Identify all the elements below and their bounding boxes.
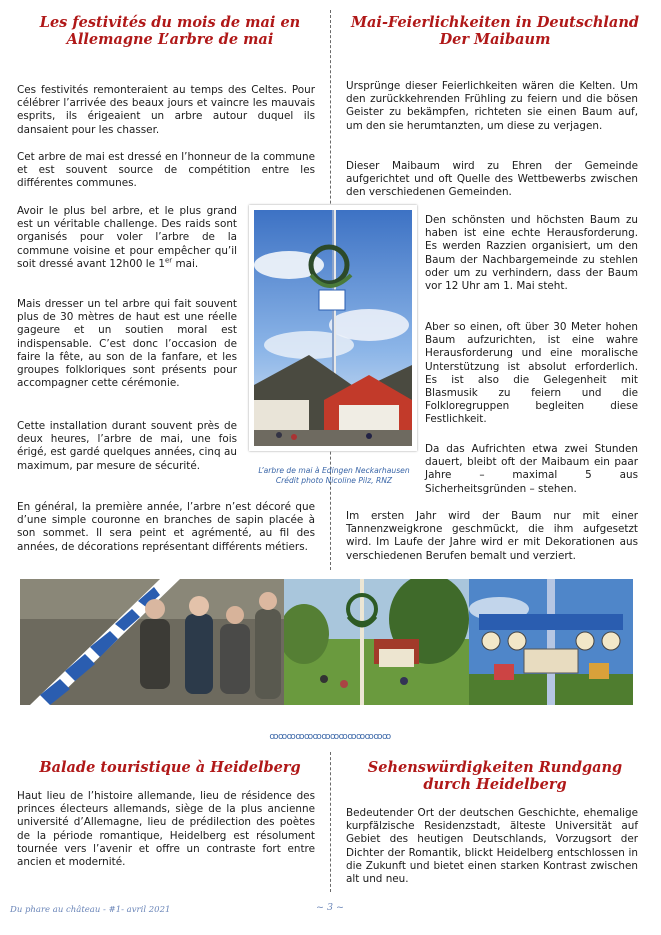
right-paragraph-2: Dieser Maibaum wird zu Ehren der Gemeinde aufgerichtet und oft Quelle des Wettbewerbs zwischen den verschiedenen Gemeinden. (346, 160, 638, 199)
right-paragraph-1: Ursprünge dieser Feierlichkeiten wären die Kelten. Um den zurückkehrenden Frühling zu feiern und die bösen Geister zu bekämpfen, richteten sie einen Baum auf, um den sie herumtanzten, um diese zu verjagen. (346, 80, 638, 132)
left-paragraph-2: Cet arbre de mai est dressé en l’honneur de la commune et est souvent source de compétition entre les différentes communes. (17, 151, 315, 190)
right-paragraph-3: Den schönsten und höchsten Baum zu haben ist eine echte Herausforderung. Es werden Razzien organisiert, um den Baum der Nachbargemeinde zu stehlen oder um zu verhindern, dass der Baum vor 12 Uhr am 1. Mai steht. (425, 214, 638, 293)
right-article-title: Mai-Feierlichkeiten in Deutschland Der Maibaum (350, 14, 639, 48)
column-divider-bottom (330, 752, 331, 892)
page-number: ~ 3 ~ (315, 902, 344, 913)
photo-caption-line-2: Crédit photo Nicoline Pilz, RNZ (275, 476, 393, 485)
heidelberg-fr-text: Haut lieu de l’histoire allemande, lieu de résidence des princes électeurs allemands, siège de la plus ancienne université d’Allemagne, lieu de prédilection des poètes de la période romantique, Heidelberg est résolument tournée vers l’avenir et offre un contraste fort entre ancien et modernité. (17, 790, 315, 869)
heidelberg-de-text: Bedeutender Ort der deutschen Geschichte, ehemalige kurpfälzische Residenzstadt, älteste Universität auf Gebiet des heutigen Deutschlands, Vorzugsort der Dichter der Romantik, blickt Heidelberg entschlossen in die Zukunft und bietet einen starken Kontrast zwischen alt und neu. (346, 807, 638, 886)
right-paragraph-5: Da das Aufrichten etwa zwei Stunden dauert, bleibt oft der Maibaum ein paar Jahre – maximal 5 aus Sicherheitsgründen – stehen. (425, 443, 638, 495)
photo-decorated-maypole (469, 579, 633, 705)
photo-village-maypole (284, 579, 469, 705)
left-article-title: Les festivités du mois de mai en Allemagne L’arbre de mai (39, 14, 301, 48)
maypole-photo-frame (249, 205, 417, 451)
left-paragraph-6: En général, la première année, l’arbre n’est décoré que d’une simple couronne en branches de sapin placée à son sommet. Il sera peint et agrémenté, au fil des années, de décorations représentant différents métiers. (17, 501, 315, 553)
right-paragraph-4: Aber so einen, oft über 30 Meter hohen Baum aufzurichten, ist eine wahre Herausforderung und eine moralische Unterstützung ist absolut erforderlich. Es ist also die Gelegenheit mit Blasmusik zu feiern und die Folkloregruppen begleiten diese Festlichkeit. (425, 321, 638, 426)
right-paragraph-6: Im ersten Jahr wird der Baum nur mit einer Tannenzweigkrone geschmückt, die ihm aufgesetzt wird. Im Laufe der Jahre wird er mit Dekorationen aus verschiedenen Berufen bemalt und verziert. (346, 510, 638, 562)
left-paragraph-5: Cette installation durant souvent près de deux heures, l’arbre de mai, une fois érigé, est gardé quelques années, cinq au maximum, par mesure de sécurité. (17, 420, 237, 472)
left-paragraph-3: Avoir le plus bel arbre, et le plus grand est un véritable challenge. Des raids sont organisés pour voler l’arbre de la commune voisine et pour empêcher qu’il soit dressé avant 12h00 le 1er mai. (17, 205, 237, 270)
heidelberg-de-title: Sehenswürdigkeiten Rundgang durch Heidelberg (367, 759, 623, 793)
photo-caption (240, 466, 428, 486)
photo-caption-line-1: L’arbre de mai à Edingen Neckarhausen (258, 466, 410, 475)
left-paragraph-4: Mais dresser un tel arbre qui fait souvent plus de 30 mètres de haut est une réelle gageure et un soutien moral est indispensable. C’est donc l’occasion de faire la fête, au son de la fanfare, et les groupes folkloriques sont présents pour accompagner cette cérémonie. (17, 298, 237, 390)
heidelberg-fr-title: Balade touristique à Heidelberg (39, 759, 301, 776)
photo-raising-maypole (20, 579, 284, 705)
ornament-divider: ꝏꝏꝏꝏꝏꝏꝏꝏꝏꝏꝏꝏꝏꝏ (269, 732, 391, 742)
left-paragraph-1: Ces festivités remonteraient au temps des Celtes. Pour célébrer l’arrivée des beaux jours et vaincre les mauvais esprits, ils érigeaient un arbre autour duquel ils dansaient pour les chasser. (17, 84, 315, 136)
maypole-photo (249, 205, 417, 451)
footer-publication: Du phare au château - #1- avril 2021 (10, 905, 171, 915)
